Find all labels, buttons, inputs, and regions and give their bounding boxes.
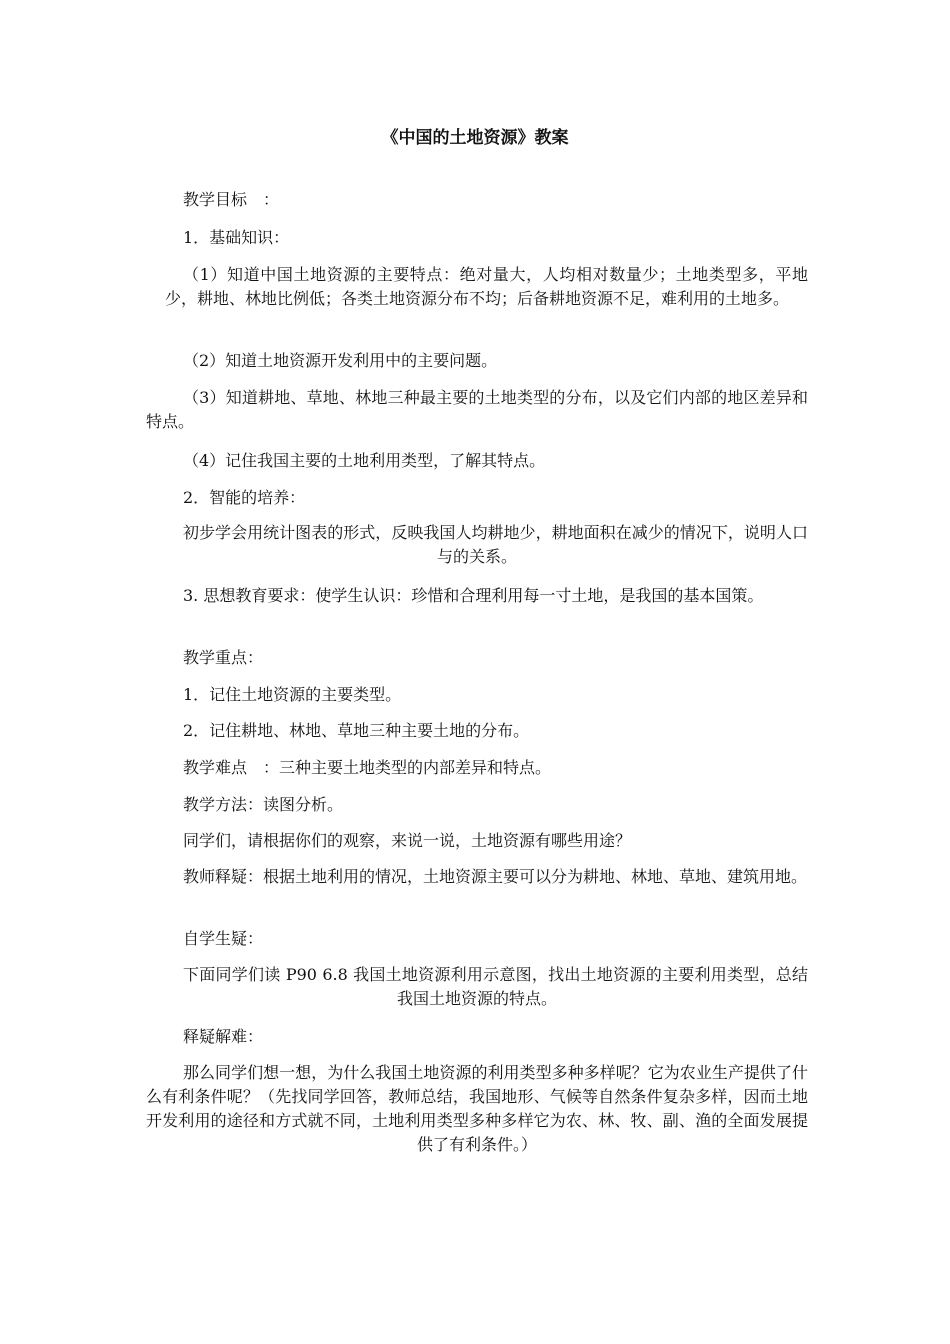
paragraph-difficulties: 教学难点 ：三种主要土地类型的内部差异和特点。	[183, 758, 552, 777]
paragraph-key-point-1: 1．记住土地资源的主要类型。	[183, 685, 402, 704]
paragraph-discussion: 那么同学们想一想，为什么我国土地资源的利用类型多种多样呢？它为农业生产提供了什么有利条件呢？（先找同学回答，教师总结，我国地形、气候等自然条件复杂多样，因而土地开发利用的途径和方式就不同，土地利用类型多种多样它为农、林、牧、副、渔的全面发展提供了有利条件。）	[146, 1063, 808, 1154]
paragraph-resolve: 释疑解难：	[183, 1027, 264, 1046]
paragraph-moral-education: 3. 思想教育要求：使学生认识：珍惜和合理利用每一寸土地，是我国的基本国策。	[183, 586, 764, 605]
paragraph-teacher-explanation: 教师释疑：根据土地利用的情况，土地资源主要可以分为耕地、林地、草地、建筑用地。	[183, 867, 808, 886]
paragraph-basic-knowledge: 1．基础知识：	[183, 228, 290, 247]
paragraph-method: 教学方法：读图分析。	[183, 795, 344, 814]
paragraph-teaching-goals: 教学目标 ：	[183, 190, 280, 209]
paragraph-ability: 2．智能的培养：	[183, 488, 306, 507]
paragraph-key-point-2: 2．记住耕地、林地、草地三种主要土地的分布。	[183, 721, 530, 740]
paragraph-item-3: （3）知道耕地、草地、林地三种最主要的土地类型的分布，以及它们内部的地区差异和特点。	[146, 388, 808, 431]
paragraph-item-2: （2）知道土地资源开发利用中的主要问题。	[183, 351, 498, 370]
paragraph-item-4: （4）记住我国主要的土地利用类型，了解其特点。	[183, 451, 546, 470]
paragraph-self-study: 自学生疑：	[183, 929, 264, 948]
paragraph-question: 同学们，请根据你们的观察，来说一说，土地资源有哪些用途？	[183, 831, 632, 850]
paragraph-item-1: （1）知道中国土地资源的主要特点：绝对量大，人均相对数量少；土地类型多，平地少，耕地、林地比例低；各类土地资源分布不均；后备耕地资源不足，难利用的土地多。	[164, 265, 808, 308]
paragraph-ability-detail: 初步学会用统计图表的形式，反映我国人均耕地少，耕地面积在减少的情况下，说明人口与的关系。	[183, 523, 808, 566]
paragraph-key-points: 教学重点：	[183, 648, 264, 667]
paragraph-reading-task: 下面同学们读 P90 6.8 我国土地资源利用示意图，找出土地资源的主要利用类型，总结我国土地资源的特点。	[183, 965, 808, 1008]
document-title: 《中国的土地资源》教案	[381, 128, 569, 148]
